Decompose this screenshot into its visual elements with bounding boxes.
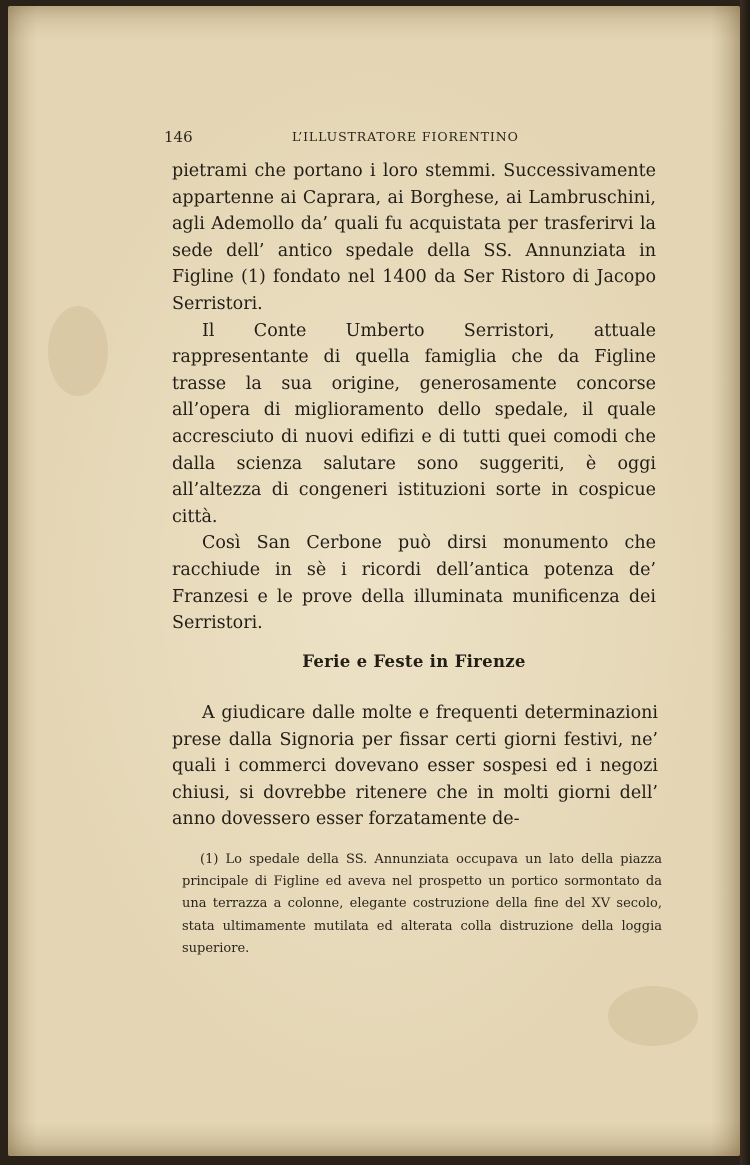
paragraph: pietrami che portano i loro stemmi. Successivamente appartenne ai Caprara, ai Borghese, ai Lambruschini, agli Ademollo da’ quali fu acquistata per trasferirvi la sede dell’ antico spedale della SS. Annunziata in Figline (1) fondato nel 1400 da Ser Ristoro di Jacopo Serristori. (172, 161, 656, 314)
page-number: 146 (164, 128, 193, 146)
paragraph: Così San Cerbone può dirsi monumento che racchiude in sè i ricordi dell’antica potenza de’ Franzesi e le prove della illuminata munificenza dei Serristori. (172, 533, 656, 634)
page-edge (740, 0, 750, 1165)
section-title: Ferie e Feste in Firenze (302, 652, 526, 671)
page-header (164, 128, 664, 150)
paper-stain (608, 986, 698, 1046)
running-head: L’ILLUSTRATORE FIORENTINO (292, 129, 519, 144)
footnote (182, 849, 662, 960)
footnote-text: (1) Lo spedale della SS. Annunziata occupava un lato della piazza principale di Figline ed aveva nel prospetto un portico sormontato da una terrazza a colonne, elegante costruzione della fine del XV secolo, stata ultimamente mutilata ed alterata colla distruzione della loggia superiore. (182, 852, 662, 956)
paper-stain (48, 306, 108, 396)
body-text (172, 158, 656, 637)
paragraph: A giudicare dalle molte e frequenti determinazioni prese dalla Signoria per fissar certi giorni festivi, ne’ quali i commerci dovevano esser sospesi ed i negozi chiusi, si dovrebbe ritenere che in molti giorni dell’ anno dovessero esser forzatamente de- (172, 703, 658, 830)
paragraph: Il Conte Umberto Serristori, attuale rappresentante di quella famiglia che da Figline trasse la sua origine, generosamente concorse all’opera di miglioramento dello spedale, il quale accresciuto di nuovi edifizi e di tutti quei comodi che dalla scienza salutare sono suggeriti, è oggi all’altezza di congeneri istituzioni sorte in cospicue città. (172, 320, 656, 527)
section-body (172, 700, 658, 833)
